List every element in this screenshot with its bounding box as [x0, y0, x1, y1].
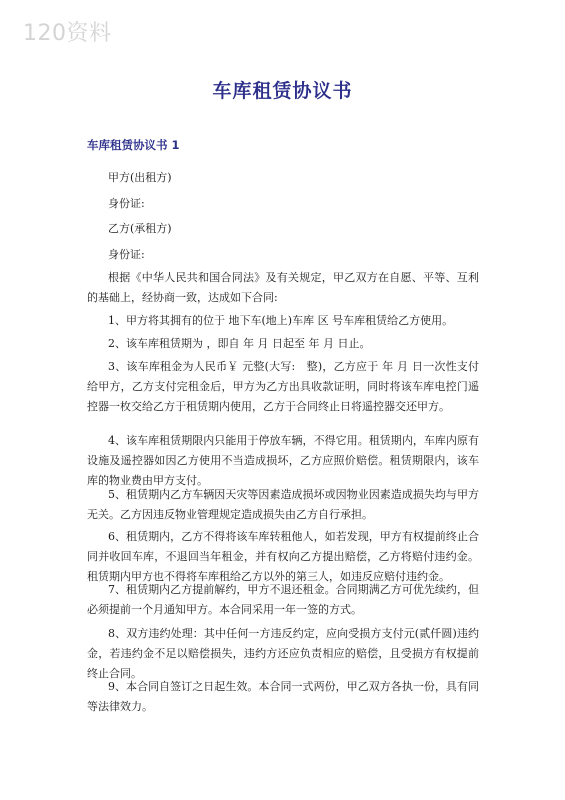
- party-b-id-line: 身份证:: [108, 248, 145, 261]
- paragraph-preamble: 根据《中华人民共和国合同法》及有关规定，甲乙双方在自愿、平等、互利的基础上，经协商一致，达成如下合同:: [87, 271, 479, 304]
- paragraph-clause-7: 7、租赁期内乙方提前解约，甲方不退还租金。合同期满乙方可优先续约，但必须提前一个月通知甲方。本合同采用一年一签的方式。: [87, 583, 479, 616]
- watermark: 120资料: [23, 21, 112, 46]
- paragraph-clause-8: 8、双方违约处理：其中任何一方违反约定，应向受损方支付元(贰仟圆)违约金，若违约金不足以赔偿损失，违约方还应负责相应的赔偿，且受损方有权提前终止合同。: [87, 627, 479, 680]
- paragraph-clause-2: 2、该车库租赁期为 ，即自 年 月 日起至 年 月 日止。: [108, 337, 371, 350]
- paragraph-clause-1: 1、甲方将其拥有的位于 地下车(地上)车库 区 号车库租赁给乙方使用。: [108, 314, 454, 327]
- section-title: 车库租赁协议书 1: [87, 138, 180, 152]
- document-title: 车库租赁协议书: [212, 80, 353, 102]
- paragraph-clause-5: 5、租赁期内乙方车辆因天灾等因素造成损坏或因物业因素造成损失均与甲方无关。乙方因违反物业管理规定造成损失由乙方自行承担。: [87, 488, 479, 521]
- paragraph-clause-3: 3、该车库租金为人民币￥ 元整(大写: 整)，乙方应于 年 月 日一次性支付给甲方，乙方支付完租金后，甲方为乙方出具收款证明，同时将该车库电控门遥控器一枚交给乙方于租赁期内使用，乙方于合同终止日将遥控器交还甲方。: [87, 360, 479, 413]
- paragraph-clause-9: 9、本合同自签订之日起生效。本合同一式两份，甲乙双方各执一份，具有同等法律效力。: [87, 680, 479, 713]
- party-a-id-line: 身份证:: [108, 197, 145, 210]
- party-a-line: 甲方(出租方): [108, 171, 172, 184]
- paragraph-clause-6: 6、租赁期内，乙方不得将该车库转租他人，如若发现，甲方有权提前终止合同并收回车库，不退回当年租金，并有权向乙方提出赔偿，乙方将赔付违约金。租赁期内甲方也不得将车库租给乙方以外的第三人，如违反应赔付违约金。: [87, 530, 479, 583]
- party-b-line: 乙方(承租方): [108, 222, 172, 235]
- paragraph-clause-4: 4、该车库租赁期限内只能用于停放车辆，不得它用。租赁期内，车库内原有设施及遥控器如因乙方使用不当造成损坏，乙方应照价赔偿。租赁期限内，该车库的物业费由甲方支付。: [87, 434, 479, 487]
